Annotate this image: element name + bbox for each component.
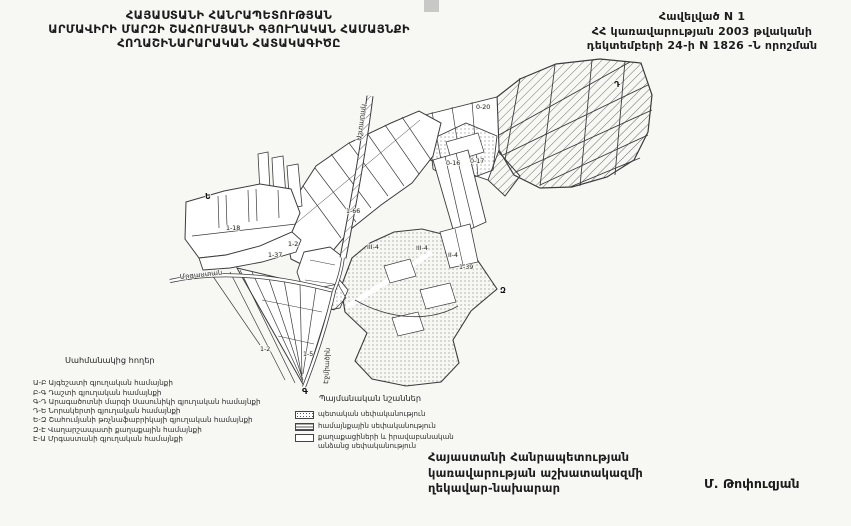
annex-line-3: դեկտեմբերի 24-ի N 1826 -Ն որոշման xyxy=(586,39,818,52)
annex-line-2: ՀՀ կառավարության 2003 թվականի xyxy=(591,24,813,38)
boundary-letter: Ե xyxy=(205,192,211,201)
northeast-hatched-block xyxy=(488,59,652,196)
parcel-label: 0-17 xyxy=(470,158,485,165)
hatch-swatch-icon xyxy=(295,423,314,431)
adjacent-land-item: Դ-Ե Նորակերտի գյուղական համայնքի xyxy=(33,406,181,416)
west-arm-parcels xyxy=(185,152,302,270)
legend-item-community xyxy=(295,422,475,431)
legend-item-state xyxy=(295,410,475,419)
parcel-label: 1-2 xyxy=(288,241,299,248)
legend-item-label: համայնքային սեփականություն xyxy=(318,421,436,430)
legend-item-label: քաղաքացիների և իրավաբանական անձանց սեփականություն xyxy=(318,433,454,450)
adjacent-land-item: Բ-Գ Դաշտի գյուղական համայնքի xyxy=(33,387,162,397)
parcel-label: III-4 xyxy=(367,244,379,251)
parcel-label: 0-16 xyxy=(446,160,461,167)
parcel-label: 1-18 xyxy=(226,225,241,232)
road-label-ashtarak: Աշտարակ xyxy=(355,103,368,142)
signatory-line-3: ղեկավար-նախարար xyxy=(428,481,561,495)
parcel-label: 1-39 xyxy=(459,264,474,271)
signatory-line-1: Հայաստանի Հանրապետության xyxy=(428,450,630,464)
boundary-letter: Դ xyxy=(614,80,620,89)
parcel-label: 1-2 xyxy=(260,346,271,353)
adjacent-land-item: Գ-Դ Արագածոտնի մարզի Սասունիկի գյուղական համայնքի xyxy=(33,396,261,406)
parcel-label: II-4 xyxy=(448,252,458,259)
signatory-name: Մ. Թոփուզյան xyxy=(704,476,800,491)
stipple-swatch-icon xyxy=(295,411,314,419)
adjacent-lands-legend xyxy=(33,356,261,443)
parcel-label: 1-37 xyxy=(268,252,283,259)
conventional-signs-title: Պայմանական նշաններ xyxy=(319,393,422,403)
title-line-1: ՀԱՅԱՍՏԱՆԻ ՀԱՆՐԱՊԵՏՈՒԹՅԱՆ xyxy=(125,8,333,22)
title-line-3: ՀՈՂԱՇԻՆԱՐԱՐԱԿԱՆ ՀԱՏԱԿԱԳԻԾԸ xyxy=(117,36,341,50)
adjacent-land-item: Զ-Է Վաղարշապատի քաղաքային համայնքի xyxy=(33,424,202,434)
boundary-letter: Գ xyxy=(302,387,308,396)
legend-item-label: պետական սեփականություն xyxy=(318,410,426,418)
adjacent-lands-title: Սահմանակից հողեր xyxy=(65,355,155,365)
road-label-mrgastan: Մրգաստան xyxy=(179,268,223,281)
adjacent-land-item: Է-Ա Մրգաստանի գյուղական համայնքի xyxy=(33,434,183,444)
legend-item-private xyxy=(295,433,475,451)
adjacent-land-item: Ա-Բ Այգեշատի գյուղական համայնքի xyxy=(33,378,173,388)
parcel-label: 1-66 xyxy=(346,208,361,215)
annex-line-1: Հավելված N 1 xyxy=(658,10,746,23)
boundary-letter: Զ xyxy=(500,286,506,295)
parcel-label: 0-20 xyxy=(476,104,491,111)
signatory-line-2: կառավարության աշխատակազմի xyxy=(428,465,643,480)
adjacent-land-item: Ե-Զ Շահումյանի թռչնաֆաբրիկայի գյուղական համայնքի xyxy=(33,415,253,425)
conventional-signs-legend xyxy=(295,394,475,454)
parcel-label: III-4 xyxy=(416,245,428,252)
signatory-title xyxy=(428,450,643,497)
road-label-ejmiatsin: Էջմիածին xyxy=(322,347,332,385)
empty-swatch-icon xyxy=(295,434,314,442)
title-line-2: ԱՐՄԱՎԻՐԻ ՄԱՐԶԻ ՇԱՀՈՒՄՅԱՆԻ ԳՅՈՒՂԱԿԱՆ ՀԱՄԱՅՆՔԻ xyxy=(48,22,410,36)
parcel-label: 1-5 xyxy=(303,351,314,358)
